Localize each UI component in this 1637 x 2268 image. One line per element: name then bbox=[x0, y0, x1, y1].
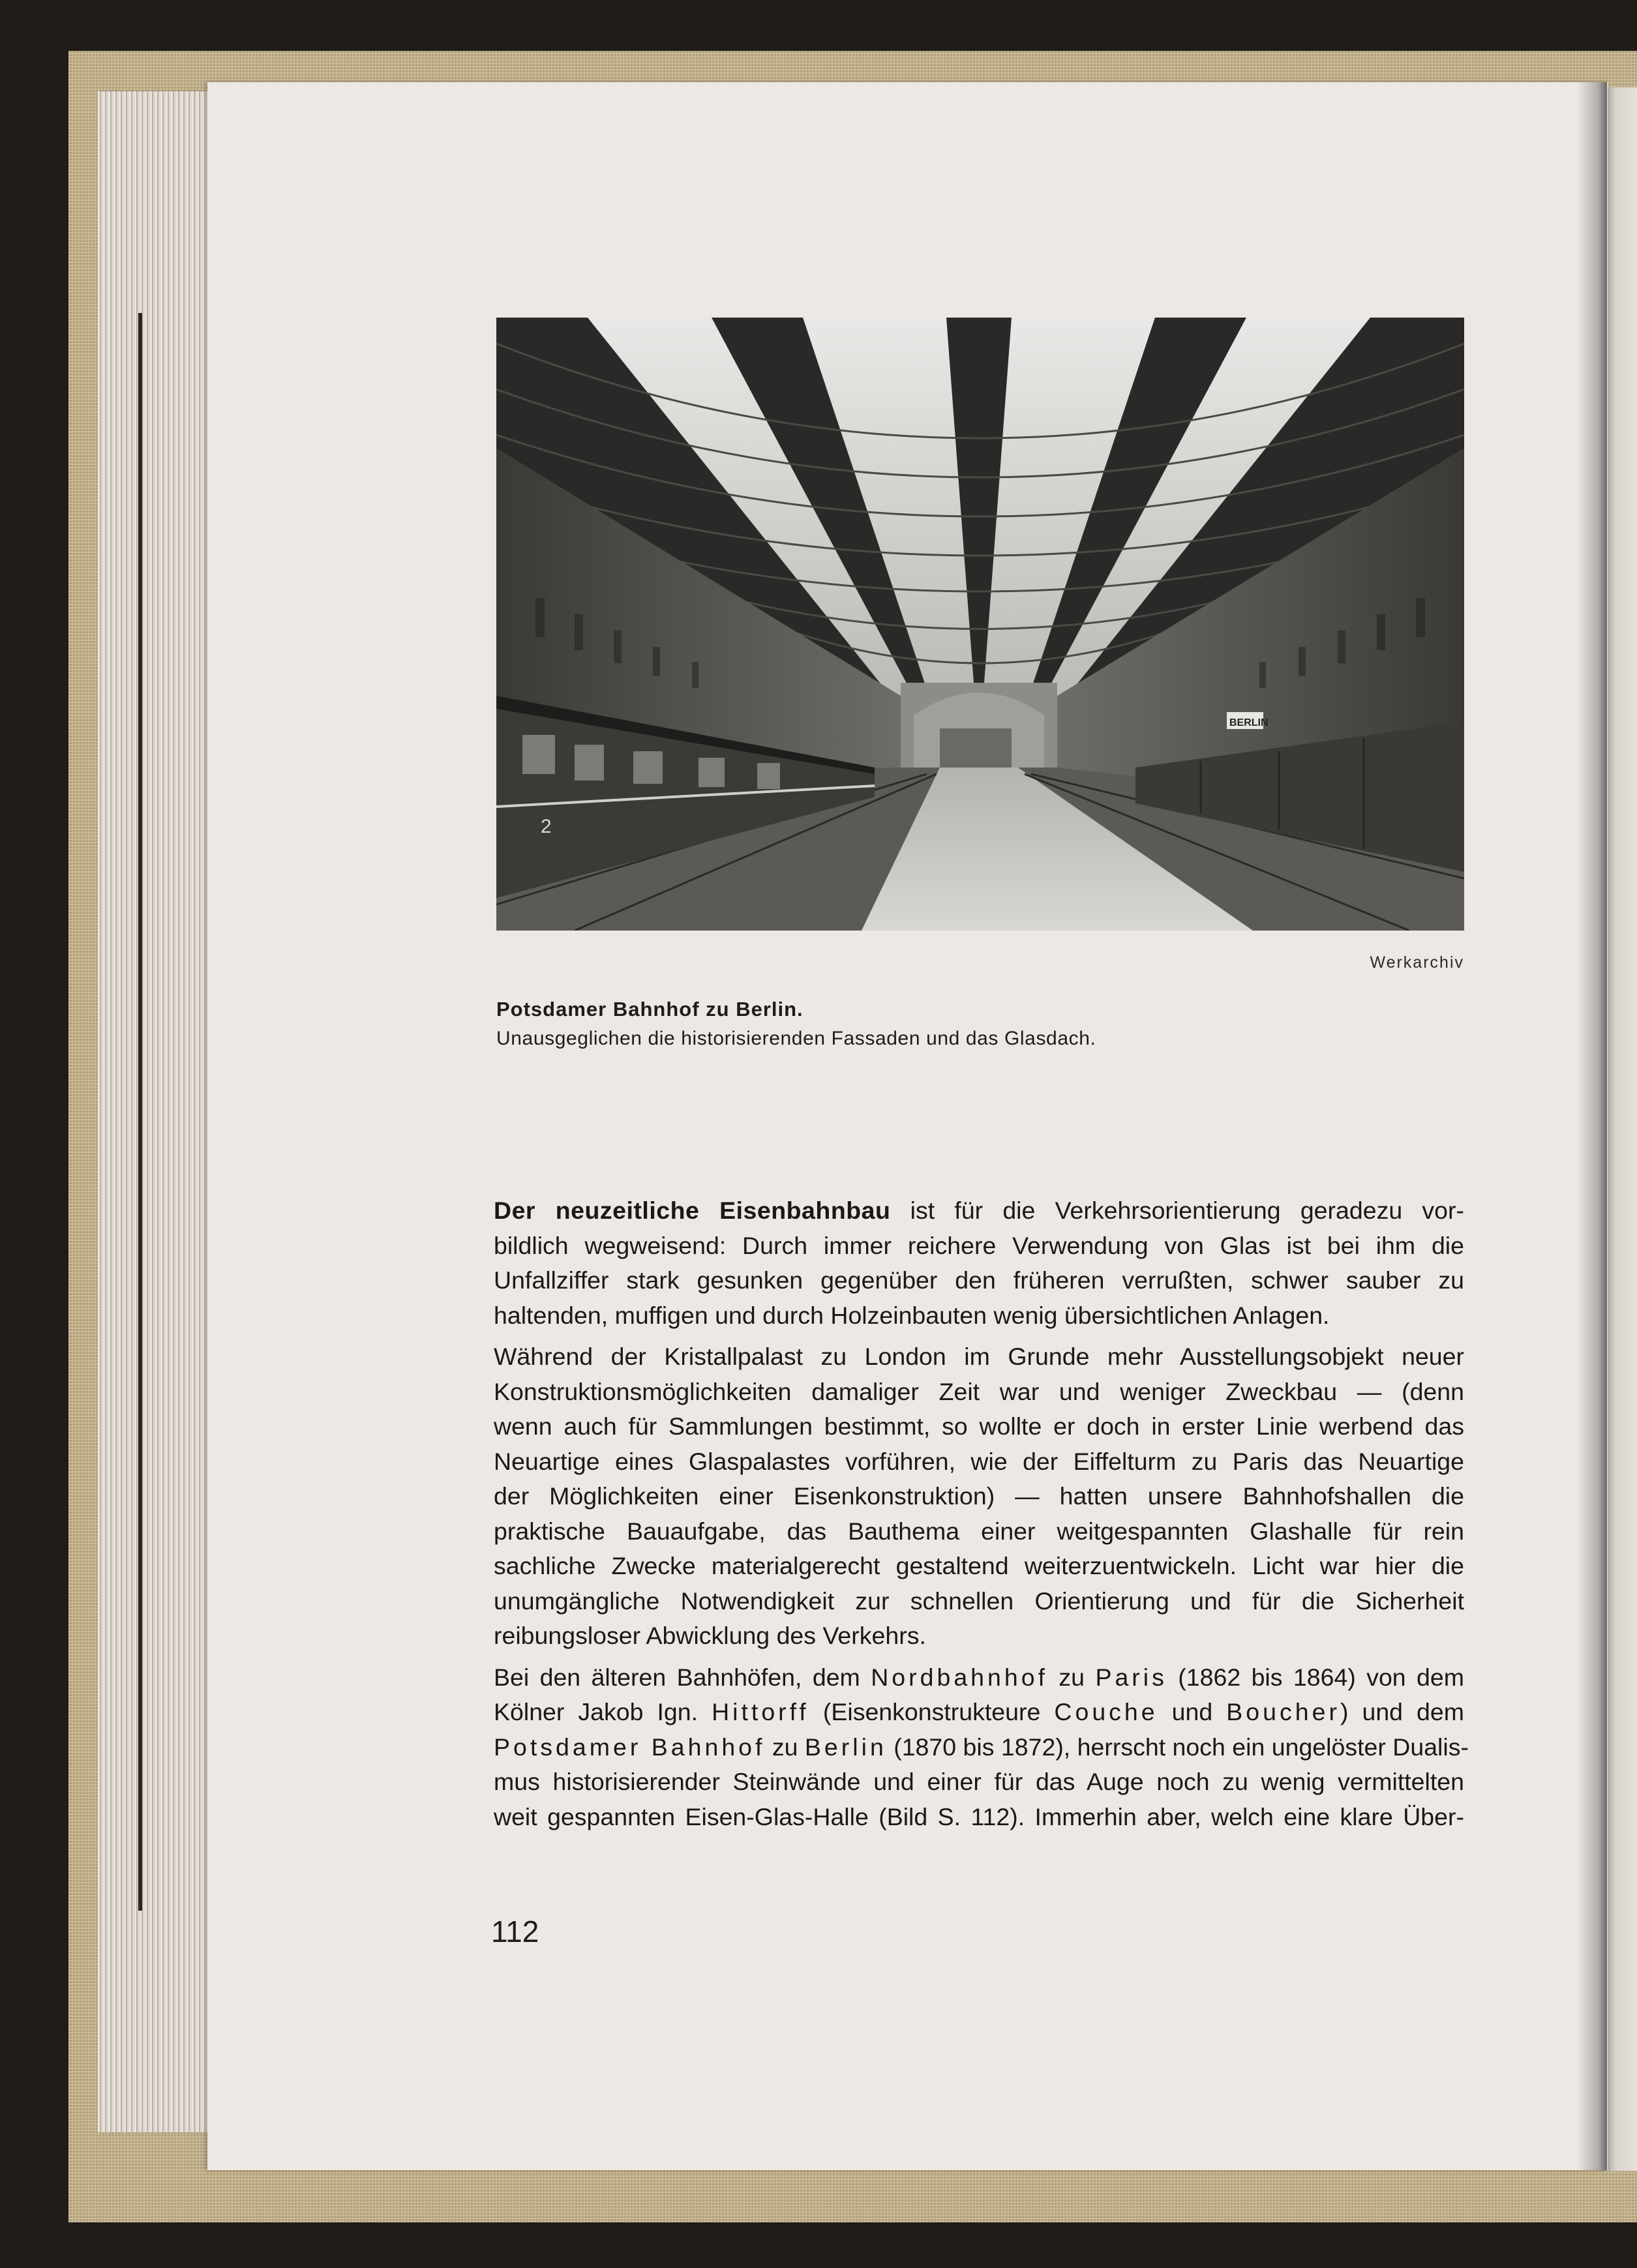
text-line: praktische Bauaufgabe, das Bauthema einer weitgespannten Glashalle für rein bbox=[494, 1517, 1464, 1545]
car-number: 2 bbox=[541, 816, 552, 837]
text-line: haltenden, muffigen und durch Holzeinbauten wenig übersichtlichen Anlagen. bbox=[494, 1301, 1330, 1329]
text-line: weit gespannten Eisen-Glas-Halle (Bild S. 112). Immerhin aber, welch eine klare Über- bbox=[494, 1802, 1464, 1830]
spaced-name: Couche bbox=[1054, 1698, 1158, 1725]
paragraph-2 bbox=[494, 1339, 1464, 1654]
text-line: bildlich wegweisend: Durch immer reichere Verwendung von Glas ist bei ihm die bbox=[494, 1231, 1464, 1259]
text-line: Kölner Jakob Ign. Hittorff (Eisenkonstrukteure Couche und Boucher) und dem bbox=[494, 1698, 1464, 1725]
body-text bbox=[494, 1193, 1469, 1834]
page-number: 112 bbox=[491, 1915, 539, 1948]
caption-title: Potsdamer Bahnhof zu Berlin. bbox=[496, 998, 803, 1021]
spaced-name: Potsdamer Bahnhof bbox=[494, 1733, 766, 1761]
spaced-name: Paris bbox=[1095, 1663, 1167, 1691]
text-line: Während der Kristallpalast zu London im Grunde mehr Ausstellungsobjekt neuer bbox=[494, 1343, 1464, 1370]
text-line: unumgängliche Notwendigkeit zur schnellen Orientierung und für die Sicherheit bbox=[494, 1587, 1464, 1615]
caption-subtitle: Unausgeglichen die historisierenden Fassaden und das Glasdach. bbox=[496, 1028, 1096, 1049]
edge-marker bbox=[138, 313, 142, 1911]
text-line: Konstruktionsmöglichkeiten damaliger Zeit war und weniger Zweckbau — (denn bbox=[494, 1377, 1464, 1405]
text-line: mus historisierender Steinwände und einer für das Auge noch zu wenig vermittelten bbox=[494, 1768, 1464, 1795]
paragraph-1 bbox=[494, 1193, 1464, 1333]
text-line: Potsdamer Bahnhof zu Berlin (1870 bis 1872), herrscht noch ein ungelöster Dualis- bbox=[494, 1733, 1469, 1761]
spaced-name: Boucher bbox=[1226, 1698, 1340, 1725]
spaced-name: Hittorff bbox=[712, 1698, 809, 1725]
text-line: Bei den älteren Bahnhöfen, dem Nordbahnhof zu Paris (1862 bis 1864) von dem bbox=[494, 1663, 1465, 1691]
photo-credit: Werkarchiv bbox=[1370, 953, 1464, 972]
text-line: der Möglichkeiten einer Eisenkonstruktion) — hatten unsere Bahnhofshallen die bbox=[494, 1482, 1464, 1510]
spaced-name: Berlin bbox=[804, 1733, 887, 1761]
text-line: reibungsloser Abwicklung des Verkehrs. bbox=[494, 1622, 926, 1649]
lead-in: Der neuzeitliche Eisenbahnbau bbox=[494, 1197, 891, 1224]
text-line: wenn auch für Sammlungen bestimmt, so wollte er doch in erster Linie werbend das bbox=[494, 1412, 1464, 1440]
station-photo bbox=[496, 318, 1464, 931]
spine-shadow bbox=[1577, 82, 1607, 2170]
text-line: Unfallziffer stark gesunken gegenüber den früheren verrußten, schwer sauber zu bbox=[494, 1266, 1464, 1294]
page-edges bbox=[98, 91, 212, 2132]
spaced-name: Nordbahnhof bbox=[871, 1663, 1049, 1691]
paragraph-3 bbox=[494, 1660, 1469, 1835]
station-sign: BERLIN bbox=[1229, 717, 1269, 728]
text-line: Der neuzeitliche Eisenbahnbau ist für die Verkehrsorientierung geradezu vor- bbox=[494, 1197, 1465, 1224]
train-shed-illustration bbox=[496, 318, 1464, 931]
text-line: sachliche Zwecke materialgerecht gestaltend weiterzuentwickeln. Licht war hier die bbox=[494, 1552, 1464, 1579]
text-line: Neuartige eines Glaspalastes vorführen, wie der Eiffelturm zu Paris das Neuartige bbox=[494, 1447, 1464, 1475]
